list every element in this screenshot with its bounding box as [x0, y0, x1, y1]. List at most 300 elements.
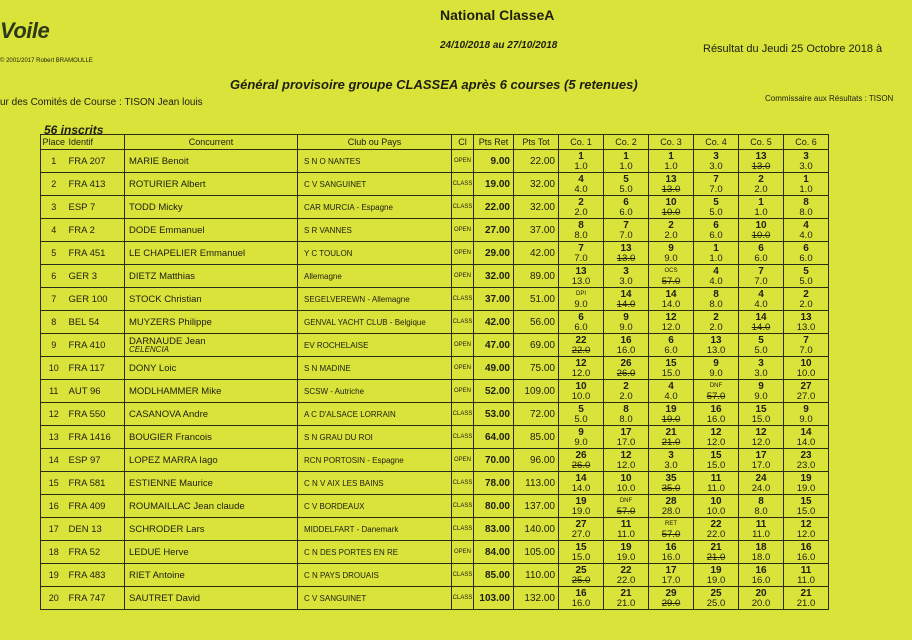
header-race-1: Co. 1 — [559, 135, 604, 150]
cell-pts-ret: 78.00 — [474, 472, 514, 495]
cell-pts-tot: 140.00 — [514, 518, 559, 541]
race-rank: 8 — [758, 496, 764, 507]
race-points: 25.0 — [706, 598, 726, 609]
cell-race-1 — [559, 518, 604, 541]
cell-race-2 — [604, 587, 649, 610]
race-points-discarded: 10.0 — [751, 230, 771, 241]
cell-race-1 — [559, 587, 604, 610]
cell-race-5 — [739, 380, 784, 403]
cell-ident: FRA 1416 — [67, 426, 125, 449]
table-row — [41, 288, 829, 311]
cell-race-6 — [784, 196, 829, 219]
race-points: 13.0 — [796, 322, 816, 333]
race-rank: 1 — [578, 151, 584, 162]
cell-race-6 — [784, 426, 829, 449]
cell-race-1 — [559, 564, 604, 587]
race-points: 15.0 — [751, 414, 771, 425]
cell-race-5 — [739, 196, 784, 219]
cell-ci: CLASS — [452, 426, 474, 449]
cell-competitor — [125, 426, 298, 449]
boat-name-note: CELENCIA — [129, 345, 170, 354]
cell-race-1 — [559, 472, 604, 495]
cell-ident: FRA 550 — [67, 403, 125, 426]
cell-pts-tot: 109.00 — [514, 380, 559, 403]
table-row — [41, 449, 829, 472]
race-rank: 13 — [710, 335, 722, 346]
cell-race-6 — [784, 541, 829, 564]
race-rank: 21 — [710, 542, 722, 553]
race-points: 7.0 — [709, 184, 723, 195]
race-points: 19.0 — [796, 483, 816, 494]
cell-race-4 — [694, 403, 739, 426]
race-rank: OCS — [664, 268, 678, 274]
cell-race-5 — [739, 242, 784, 265]
race-points: 9.0 — [754, 391, 768, 402]
cell-race-6 — [784, 242, 829, 265]
race-points: 9.0 — [574, 437, 588, 448]
cell-pts-tot: 89.00 — [514, 265, 559, 288]
cell-race-6 — [784, 495, 829, 518]
race-points-discarded: 14.0 — [751, 322, 771, 333]
cell-race-2 — [604, 242, 649, 265]
race-rank: 16 — [755, 565, 767, 576]
cell-race-4 — [694, 196, 739, 219]
cell-race-4 — [694, 242, 739, 265]
cell-ident: FRA 2 — [67, 219, 125, 242]
cell-ident: FRA 581 — [67, 472, 125, 495]
race-points: 17.0 — [751, 460, 771, 471]
race-rank: 2 — [668, 220, 674, 231]
race-points-discarded: 10.0 — [661, 207, 681, 218]
table-row — [41, 587, 829, 610]
cell-race-3 — [649, 173, 694, 196]
competitor-name: LEDUE Herve — [129, 546, 189, 558]
race-rank: 11 — [620, 519, 632, 530]
race-rank: 26 — [575, 450, 587, 461]
header-pts-tot: Pts Tot — [514, 135, 559, 150]
race-rank: DNF — [619, 498, 633, 504]
race-rank: 17 — [755, 450, 767, 461]
competitor-name: ROTURIER Albert — [129, 178, 206, 190]
cell-place: 4 — [41, 219, 67, 242]
cell-pts-tot: 51.00 — [514, 288, 559, 311]
cell-pts-tot: 22.00 — [514, 150, 559, 173]
cell-race-1 — [559, 288, 604, 311]
cell-pts-ret: 19.00 — [474, 173, 514, 196]
cell-ident: FRA 409 — [67, 495, 125, 518]
cell-pts-tot: 42.00 — [514, 242, 559, 265]
race-points: 6.0 — [619, 207, 633, 218]
race-points: 3.0 — [619, 276, 633, 287]
race-rank: 2 — [623, 381, 629, 392]
race-points: 27.0 — [571, 529, 591, 540]
cell-race-5 — [739, 173, 784, 196]
table-row — [41, 426, 829, 449]
race-points-discarded: 13.0 — [661, 184, 681, 195]
cell-club: A C D'ALSACE LORRAIN — [298, 403, 452, 426]
race-points: 11.0 — [707, 483, 725, 494]
cell-ci: CLASS — [452, 288, 474, 311]
cell-pts-ret: 42.00 — [474, 311, 514, 334]
race-rank: 9 — [713, 358, 719, 369]
race-points-discarded: 57.0 — [661, 529, 681, 540]
race-rank: 21 — [620, 588, 632, 599]
cell-ci: CLASS — [452, 472, 474, 495]
race-points-discarded: 13.0 — [751, 161, 771, 172]
cell-club: C N PAYS DROUAIS — [298, 564, 452, 587]
cell-race-3 — [649, 334, 694, 357]
cell-race-3 — [649, 426, 694, 449]
cell-race-1 — [559, 495, 604, 518]
cell-race-4 — [694, 587, 739, 610]
cell-ci: CLASS — [452, 587, 474, 610]
race-points: 12.0 — [616, 460, 636, 471]
race-committee: ur des Comités de Course : TISON Jean louis — [0, 97, 203, 108]
race-rank: 10 — [755, 220, 767, 231]
cell-pts-tot: 56.00 — [514, 311, 559, 334]
race-rank: 4 — [713, 266, 719, 277]
race-points: 19.0 — [616, 552, 636, 563]
race-points: 3.0 — [709, 161, 723, 172]
cell-pts-ret: 52.00 — [474, 380, 514, 403]
cell-race-6 — [784, 403, 829, 426]
race-points-discarded: 57.0 — [706, 391, 726, 402]
cell-race-5 — [739, 357, 784, 380]
race-points: 10.0 — [571, 391, 591, 402]
cell-club: MIDDELFART - Danemark — [298, 518, 452, 541]
race-rank: 8 — [623, 404, 629, 415]
race-rank: 29 — [665, 588, 677, 599]
race-points: 1.0 — [619, 161, 633, 172]
race-rank: 9 — [578, 427, 584, 438]
race-points: 13.0 — [571, 276, 591, 287]
cell-race-2 — [604, 265, 649, 288]
table-header-row — [41, 135, 829, 150]
cell-pts-ret: 37.00 — [474, 288, 514, 311]
header-club: Club ou Pays — [298, 135, 452, 150]
cell-ci: OPEN — [452, 449, 474, 472]
race-points: 16.0 — [661, 552, 681, 563]
cell-ci: CLASS — [452, 196, 474, 219]
cell-pts-ret: 22.00 — [474, 196, 514, 219]
race-points: 24.0 — [751, 483, 771, 494]
cell-club: C V SANGUINET — [298, 587, 452, 610]
race-rank: 6 — [623, 197, 629, 208]
race-points: 2.0 — [754, 184, 768, 195]
cell-race-5 — [739, 403, 784, 426]
race-rank: 13 — [575, 266, 587, 277]
cell-competitor — [125, 403, 298, 426]
cell-race-6 — [784, 288, 829, 311]
cell-ci: CLASS — [452, 311, 474, 334]
table-row — [41, 196, 829, 219]
cell-place: 19 — [41, 564, 67, 587]
competitor-name: MARIE Benoit — [129, 155, 189, 167]
race-rank: 1 — [623, 151, 629, 162]
competitor-name: SCHRODER Lars — [129, 523, 205, 535]
race-points: 16.0 — [706, 414, 726, 425]
race-points: 8.0 — [754, 506, 768, 517]
header-pts-ret: Pts Ret — [474, 135, 514, 150]
race-points: 5.0 — [619, 184, 633, 195]
cell-race-1 — [559, 196, 604, 219]
cell-ci: OPEN — [452, 265, 474, 288]
race-points: 22.0 — [706, 529, 726, 540]
race-points: 7.0 — [619, 230, 633, 241]
race-rank: 1 — [668, 151, 674, 162]
race-points-discarded: 21.0 — [706, 552, 726, 563]
cell-place: 14 — [41, 449, 67, 472]
header-race-6: Co. 6 — [784, 135, 829, 150]
cell-race-3 — [649, 219, 694, 242]
cell-ident: FRA 52 — [67, 541, 125, 564]
competitor-name: ESTIENNE Maurice — [129, 477, 213, 489]
cell-race-2 — [604, 380, 649, 403]
cell-ident: DEN 13 — [67, 518, 125, 541]
cell-race-4 — [694, 472, 739, 495]
cell-ident: FRA 451 — [67, 242, 125, 265]
cell-competitor — [125, 288, 298, 311]
cell-race-5 — [739, 150, 784, 173]
race-rank: 21 — [665, 427, 677, 438]
race-points: 3.0 — [799, 161, 813, 172]
cell-race-3 — [649, 357, 694, 380]
competitor-name: LE CHAPELIER Emmanuel — [129, 247, 246, 259]
race-rank: 14 — [800, 427, 812, 438]
race-rank: 8 — [803, 197, 809, 208]
race-rank: 27 — [575, 519, 587, 530]
cell-race-3 — [649, 449, 694, 472]
race-rank: 8 — [578, 220, 584, 231]
header-ci: Cl — [452, 135, 474, 150]
cell-ci: OPEN — [452, 334, 474, 357]
race-rank: 16 — [710, 404, 722, 415]
race-rank: 5 — [758, 335, 764, 346]
race-rank: 16 — [620, 335, 632, 346]
header-race-4: Co. 4 — [694, 135, 739, 150]
cell-race-2 — [604, 150, 649, 173]
cell-pts-ret: 47.00 — [474, 334, 514, 357]
race-rank: 8 — [713, 289, 719, 300]
race-points: 1.0 — [799, 184, 813, 195]
cell-competitor — [125, 357, 298, 380]
race-rank: 12 — [665, 312, 677, 323]
cell-place: 2 — [41, 173, 67, 196]
cell-place: 12 — [41, 403, 67, 426]
race-points: 8.0 — [574, 230, 588, 241]
race-rank: 4 — [668, 381, 674, 392]
cell-club: RCN PORTOSIN - Espagne — [298, 449, 452, 472]
cell-race-3 — [649, 495, 694, 518]
race-points: 17.0 — [661, 575, 681, 586]
race-points: 22.0 — [616, 575, 636, 586]
results-commissioner: Commissaire aux Résultats : TISON — [765, 94, 894, 103]
competitor-name: SAUTRET David — [129, 592, 201, 604]
race-points: 21.0 — [796, 598, 816, 609]
race-rank: 13 — [665, 174, 677, 185]
race-rank: 1 — [713, 243, 719, 254]
race-rank: 3 — [713, 151, 719, 162]
cell-race-4 — [694, 357, 739, 380]
race-points: 10.0 — [706, 506, 726, 517]
cell-place: 9 — [41, 334, 67, 357]
race-rank: 20 — [755, 588, 767, 599]
entrant-count: 56 inscrits — [44, 123, 104, 137]
cell-race-5 — [739, 495, 784, 518]
race-points-discarded: 57.0 — [616, 506, 636, 517]
race-points: 3.0 — [664, 460, 678, 471]
cell-competitor — [125, 541, 298, 564]
cell-race-5 — [739, 587, 784, 610]
cell-competitor — [125, 334, 298, 357]
table-row — [41, 564, 829, 587]
race-rank: 11 — [800, 565, 812, 576]
race-rank: 12 — [620, 450, 632, 461]
cell-race-3 — [649, 472, 694, 495]
cell-race-5 — [739, 288, 784, 311]
competitor-name: DONY Loic — [129, 362, 177, 374]
cell-club: GENVAL YACHT CLUB - Belgique — [298, 311, 452, 334]
table-row — [41, 265, 829, 288]
race-rank: 10 — [575, 381, 587, 392]
cell-competitor — [125, 472, 298, 495]
race-rank: 19 — [800, 473, 812, 484]
race-points: 16.0 — [571, 598, 591, 609]
cell-race-4 — [694, 288, 739, 311]
race-rank: 19 — [710, 565, 722, 576]
cell-race-2 — [604, 449, 649, 472]
race-rank: 10 — [620, 473, 632, 484]
race-points: 8.0 — [799, 207, 813, 218]
race-rank: 19 — [620, 542, 632, 553]
cell-pts-tot: 96.00 — [514, 449, 559, 472]
table-row — [41, 495, 829, 518]
cell-race-3 — [649, 518, 694, 541]
cell-race-6 — [784, 311, 829, 334]
cell-competitor — [125, 311, 298, 334]
cell-race-2 — [604, 472, 649, 495]
race-rank: 3 — [758, 358, 764, 369]
race-points: 7.0 — [574, 253, 588, 264]
race-points: 27.0 — [796, 391, 816, 402]
race-rank: 9 — [623, 312, 629, 323]
race-points-discarded: 26.0 — [616, 368, 636, 379]
cell-club: C V SANGUINET — [298, 173, 452, 196]
cell-club: S N GRAU DU ROI — [298, 426, 452, 449]
race-points: 4.0 — [754, 299, 768, 310]
race-rank: 6 — [578, 312, 584, 323]
cell-race-1 — [559, 150, 604, 173]
cell-race-6 — [784, 334, 829, 357]
voile-logo: Voile — [0, 18, 50, 43]
race-points: 13.0 — [706, 345, 726, 356]
cell-place: 16 — [41, 495, 67, 518]
competitor-name: DIETZ Matthias — [129, 270, 195, 282]
cell-competitor — [125, 449, 298, 472]
header-race-5: Co. 5 — [739, 135, 784, 150]
race-rank: 26 — [620, 358, 632, 369]
race-rank: 15 — [665, 358, 677, 369]
cell-pts-tot: 32.00 — [514, 173, 559, 196]
race-points: 11.0 — [752, 529, 770, 540]
cell-pts-ret: 29.00 — [474, 242, 514, 265]
cell-club: Y C TOULON — [298, 242, 452, 265]
cell-pts-tot: 32.00 — [514, 196, 559, 219]
cell-competitor — [125, 265, 298, 288]
cell-race-2 — [604, 196, 649, 219]
race-points-discarded: 22.0 — [571, 345, 591, 356]
cell-ci: OPEN — [452, 242, 474, 265]
race-rank: 5 — [803, 266, 809, 277]
cell-pts-ret: 9.00 — [474, 150, 514, 173]
table-row — [41, 173, 829, 196]
header-competitor: Concurrent — [125, 135, 298, 150]
race-rank: 2 — [803, 289, 809, 300]
cell-race-2 — [604, 173, 649, 196]
competitor-name: ROUMAILLAC Jean claude — [129, 500, 245, 512]
table-row — [41, 357, 829, 380]
race-rank: 7 — [578, 243, 584, 254]
cell-pts-ret: 85.00 — [474, 564, 514, 587]
cell-race-1 — [559, 334, 604, 357]
cell-ident: ESP 97 — [67, 449, 125, 472]
cell-race-6 — [784, 564, 829, 587]
result-date: Résultat du Jeudi 25 Octobre 2018 à — [703, 43, 883, 55]
cell-race-3 — [649, 242, 694, 265]
cell-pts-ret: 103.00 — [474, 587, 514, 610]
race-points: 19.0 — [706, 575, 726, 586]
cell-race-6 — [784, 587, 829, 610]
cell-ci: CLASS — [452, 173, 474, 196]
race-points: 2.0 — [574, 207, 588, 218]
race-rank: 15 — [710, 450, 722, 461]
cell-place: 18 — [41, 541, 67, 564]
cell-pts-ret: 70.00 — [474, 449, 514, 472]
competitor-name: DARNAUDE Jean — [129, 336, 206, 347]
cell-club: C N DES PORTES EN RE — [298, 541, 452, 564]
race-points-discarded: 25.0 — [571, 575, 591, 586]
race-points: 1.0 — [664, 161, 678, 172]
race-points: 1.0 — [574, 161, 588, 172]
report-title: Général provisoire groupe CLASSEA après 6 courses (5 retenues) — [230, 77, 638, 92]
race-rank: 3 — [668, 450, 674, 461]
table-row — [41, 472, 829, 495]
cell-pts-tot: 137.00 — [514, 495, 559, 518]
cell-ci: OPEN — [452, 380, 474, 403]
cell-race-1 — [559, 311, 604, 334]
cell-race-5 — [739, 311, 784, 334]
race-points: 11.0 — [617, 529, 635, 540]
cell-pts-ret: 83.00 — [474, 518, 514, 541]
race-rank: 28 — [665, 496, 677, 507]
cell-club: EV ROCHELAISE — [298, 334, 452, 357]
table-row — [41, 541, 829, 564]
race-points: 17.0 — [616, 437, 636, 448]
cell-pts-ret: 32.00 — [474, 265, 514, 288]
cell-pts-tot: 85.00 — [514, 426, 559, 449]
race-points-discarded: 35.0 — [661, 483, 681, 494]
cell-race-6 — [784, 150, 829, 173]
competitor-name: RIET Antoine — [129, 569, 185, 581]
cell-race-4 — [694, 449, 739, 472]
table-row — [41, 242, 829, 265]
cell-place: 7 — [41, 288, 67, 311]
table-row — [41, 380, 829, 403]
cell-competitor — [125, 564, 298, 587]
cell-ci: CLASS — [452, 564, 474, 587]
race-points: 1.0 — [709, 253, 723, 264]
cell-place: 1 — [41, 150, 67, 173]
